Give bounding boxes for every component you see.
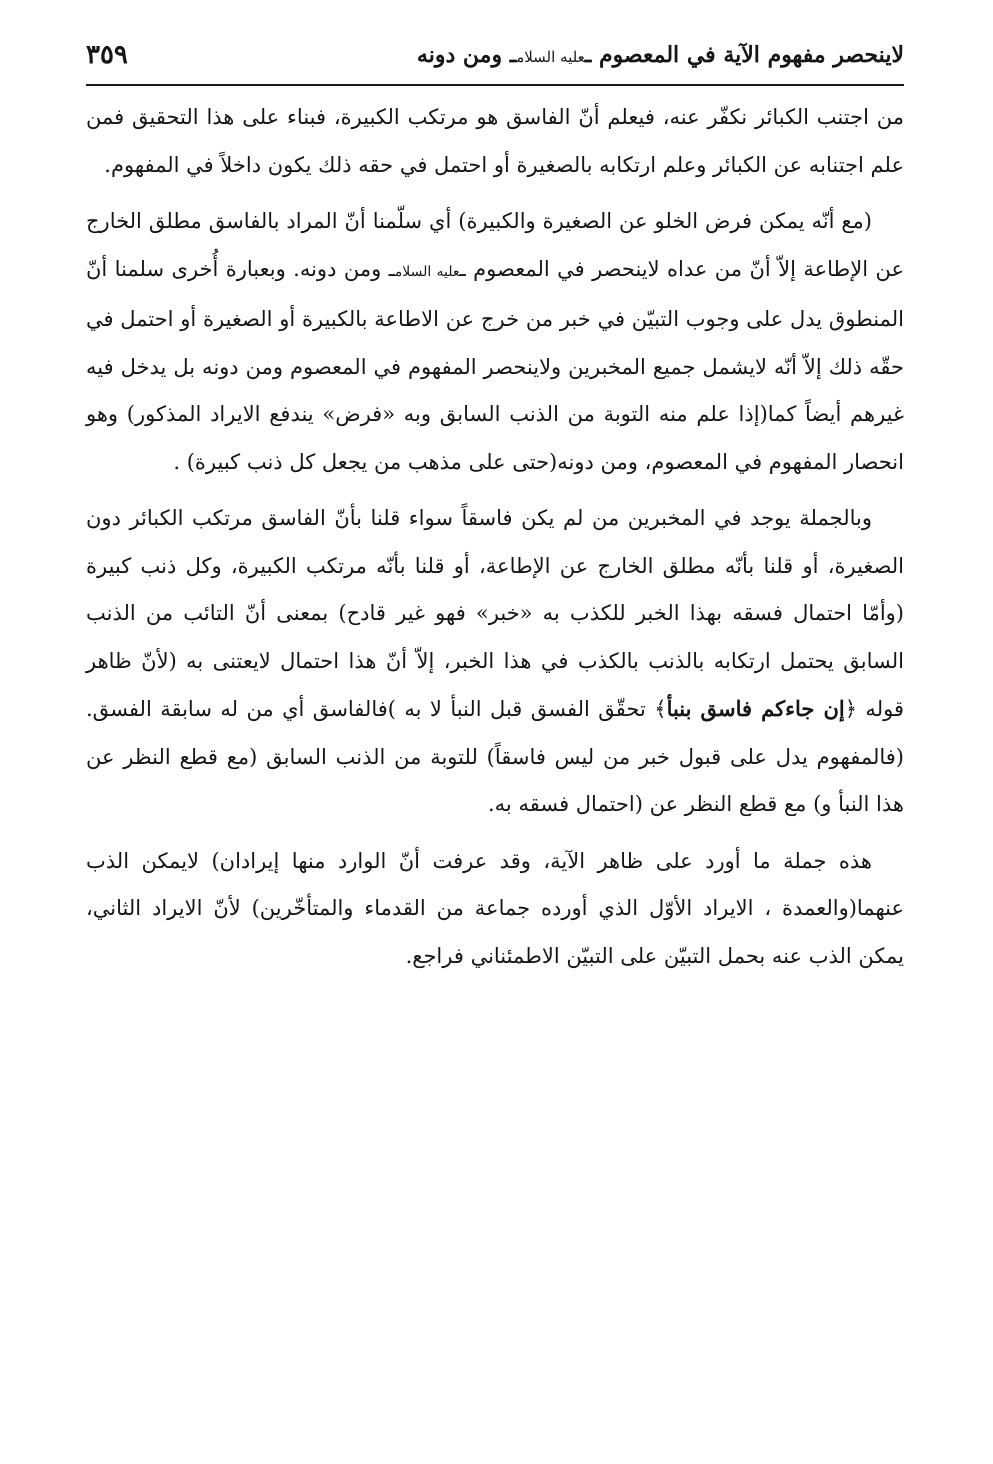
quran-verse: إن جاءكم فاسق بنبأ xyxy=(666,696,845,721)
body-text xyxy=(86,94,904,980)
paragraph-4-text: هذه جملة ما أورد على ظاهر الآية، وقد عرفت أنّ الوارد منها إيرادان) لايمكن الذب عنهما(والعمدة ، الايراد الأوّل الذي أورده جماعة من القدماء والمتأخّرين) لأنّ الايراد الثاني، يمكن الذب عنه بحمل التبيّن على التبيّن الاطمئناني فراجع. xyxy=(86,848,904,968)
paragraph-3 xyxy=(86,495,904,829)
paragraph-3-text-b: ﴾ تحقّق الفسق قبل النبأ لا به )فالفاسق أي من له سابقة الفسق. (فالمفهوم يدل على قبول خبر من ليس فاسقاً) للتوبة من الذنب السابق (مع قطع النظر عن هذا النبأ و) مع قطع النظر عن (احتمال فسقه به. xyxy=(86,697,904,816)
paragraph-2-honorific: عليه السلام xyxy=(394,263,460,280)
page-number: ٣٥٩ xyxy=(86,40,128,70)
paragraph-3-text-a: وبالجملة يوجد في المخبرين من لم يكن فاسقاً سواء قلنا بأنّ الفاسق مرتكب الكبائر دون الصغيرة، أو قلنا بأنّه مطلق الخارج عن الإطاعة، أو قلنا بأنّه مرتكب الكبيرة، وكل ذنب كبيرة (وأمّا احتمال فسقه بهذا الخبر للكذب به «خبر» فهو غير قادح) بمعنى أنّ التائب من الذنب السابق يحتمل ارتكابه بالذنب بالكذب في هذا الخبر، إلاّ أنّ هذا احتمال لايعتنى به (لأنّ ظاهر قوله ﴿ xyxy=(86,506,904,721)
header-rule xyxy=(86,84,904,86)
running-title-honorific: عليه السلام xyxy=(516,48,585,66)
page-header xyxy=(86,36,904,86)
running-title-end: ـ ومن دونه xyxy=(416,42,517,68)
paragraph-4 xyxy=(86,838,904,981)
paragraph-2 xyxy=(86,198,904,486)
running-title-main: لاينحصر مفهوم الآية في المعصوم ـ xyxy=(584,42,904,68)
running-title xyxy=(417,42,904,68)
paragraph-2-text-b: ـ ومن دونه. وبعبارة أُخرى سلمنا أنّ المنطوق يدل على وجوب التبيّن في خبر من خرج عن الاطاعة بالكبيرة أو الصغيرة أو احتمل في حقّه ذلك إلاّ أنّه لايشمل جميع المخبرين ولاينحصر المفهوم في المعصوم ومن دونه بل يدخل فيه غيرهم أيضاً كما(إذا علم منه التوبة من الذنب السابق وبه «فرض» يندفع الايراد المذكور) وهو انحصار المفهوم في المعصوم، ومن دونه(حتى على مذهب من يجعل كل ذنب كبيرة) . xyxy=(86,256,904,474)
paragraph-1 xyxy=(86,94,904,189)
paragraph-2-text-a: (مع أنّه يمكن فرض الخلو عن الصغيرة والكبيرة) أي سلّمنا أنّ المراد بالفاسق مطلق الخارج عن الإطاعة إلاّ أنّ من عداه لاينحصر في المعصوم ـ xyxy=(86,209,904,281)
paragraph-1-text: من اجتنب الكبائر نكفّر عنه، فيعلم أنّ الفاسق هو مرتكب الكبيرة، فبناء على هذا التحقيق فمن علم اجتنابه عن الكبائر وعلم ارتكابه بالصغيرة أو احتمل في حقه ذلك يكون داخلاً في المفهوم. xyxy=(86,105,904,177)
